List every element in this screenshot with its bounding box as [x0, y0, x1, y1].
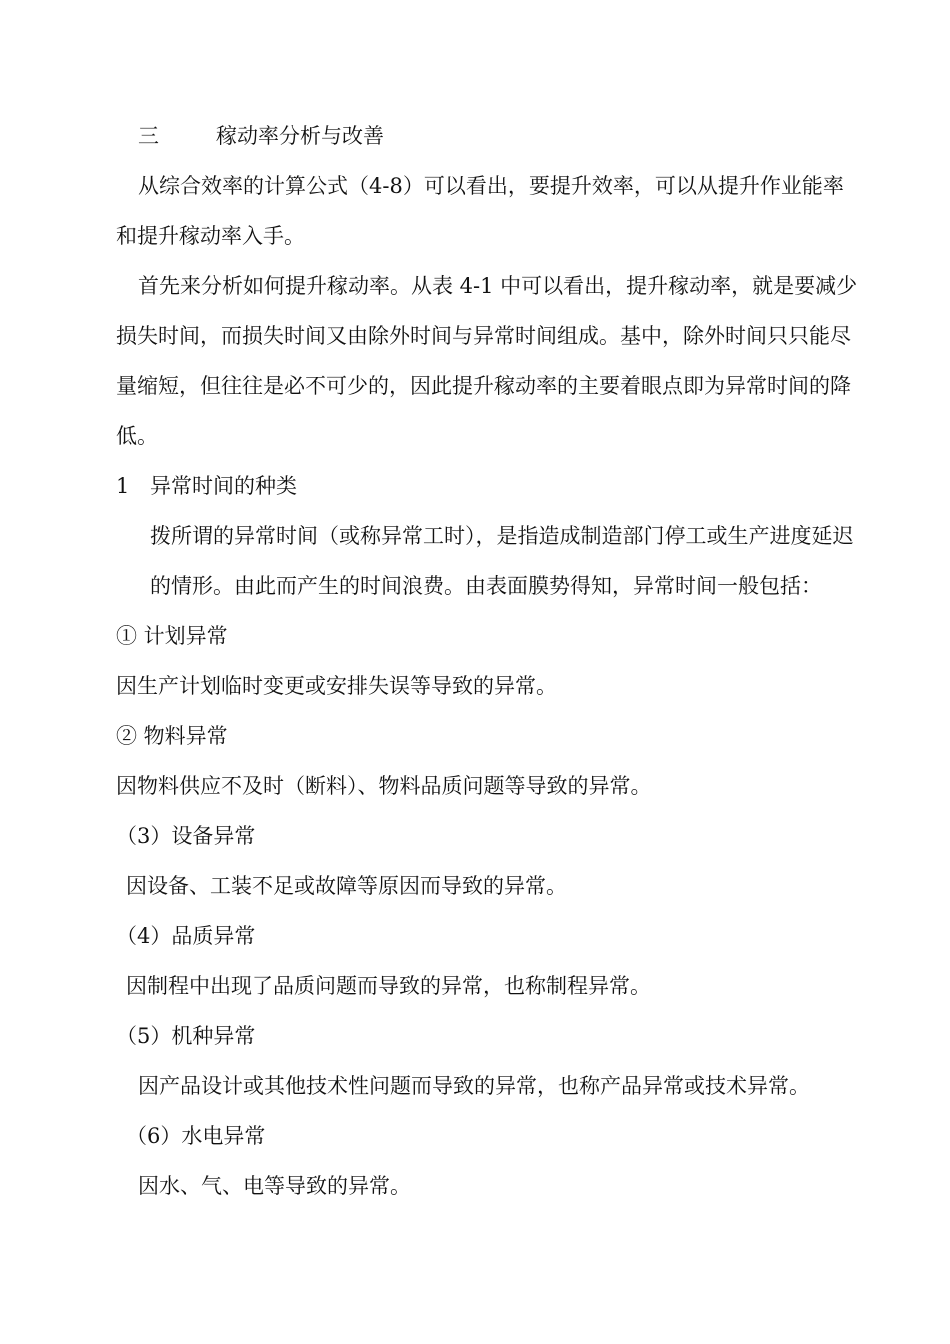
para2-line4: 低。 — [116, 424, 158, 448]
item-heading: （3）设备异常 — [116, 824, 256, 848]
item-heading: （6）水电异常 — [126, 1124, 266, 1148]
subsection-heading — [116, 472, 297, 500]
para2-line1: 首先来分析如何提升稼动率。从表 4-1 中可以看出，提升稼动率，就是要减少 — [138, 274, 858, 298]
para3-line2: 的情形。由此而产生的时间浪费。由表面膜势得知，异常时间一般包括： — [150, 574, 822, 598]
item-description: 因产品设计或其他技术性问题而导致的异常，也称产品异常或技术异常。 — [138, 1074, 810, 1098]
para2-line3: 量缩短，但往往是必不可少的，因此提升稼动率的主要着眼点即为异常时间的降 — [116, 374, 851, 398]
para1-line1: 从综合效率的计算公式（4-8）可以看出，要提升效率，可以从提升作业能率 — [138, 174, 844, 198]
section-title: 稼动率分析与改善 — [216, 124, 384, 148]
item-heading: （4）品质异常 — [116, 924, 256, 948]
section-heading — [138, 122, 384, 150]
item-description: 因水、气、电等导致的异常。 — [138, 1174, 411, 1198]
item-description: 因制程中出现了品质问题而导致的异常，也称制程异常。 — [126, 974, 651, 998]
item-description: 因物料供应不及时（断料）、物料品质问题等导致的异常。 — [116, 774, 652, 798]
para3-line1: 拨所谓的异常时间（或称异常工时），是指造成制造部门停工或生产进度延迟 — [150, 524, 854, 548]
para2-line2: 损失时间，而损失时间又由除外时间与异常时间组成。基中，除外时间只只能尽 — [116, 324, 851, 348]
para1-line2: 和提升稼动率入手。 — [116, 224, 305, 248]
section-number: 三 — [138, 124, 159, 148]
item-description: 因生产计划临时变更或安排失误等导致的异常。 — [116, 674, 557, 698]
item-heading: ① 计划异常 — [116, 624, 228, 648]
item-description: 因设备、工装不足或故障等原因而导致的异常。 — [126, 874, 567, 898]
item-heading: （5）机种异常 — [116, 1024, 256, 1048]
subsection-number: 1 — [116, 474, 130, 498]
item-heading: ② 物料异常 — [116, 724, 228, 748]
subsection-title: 异常时间的种类 — [150, 474, 297, 498]
